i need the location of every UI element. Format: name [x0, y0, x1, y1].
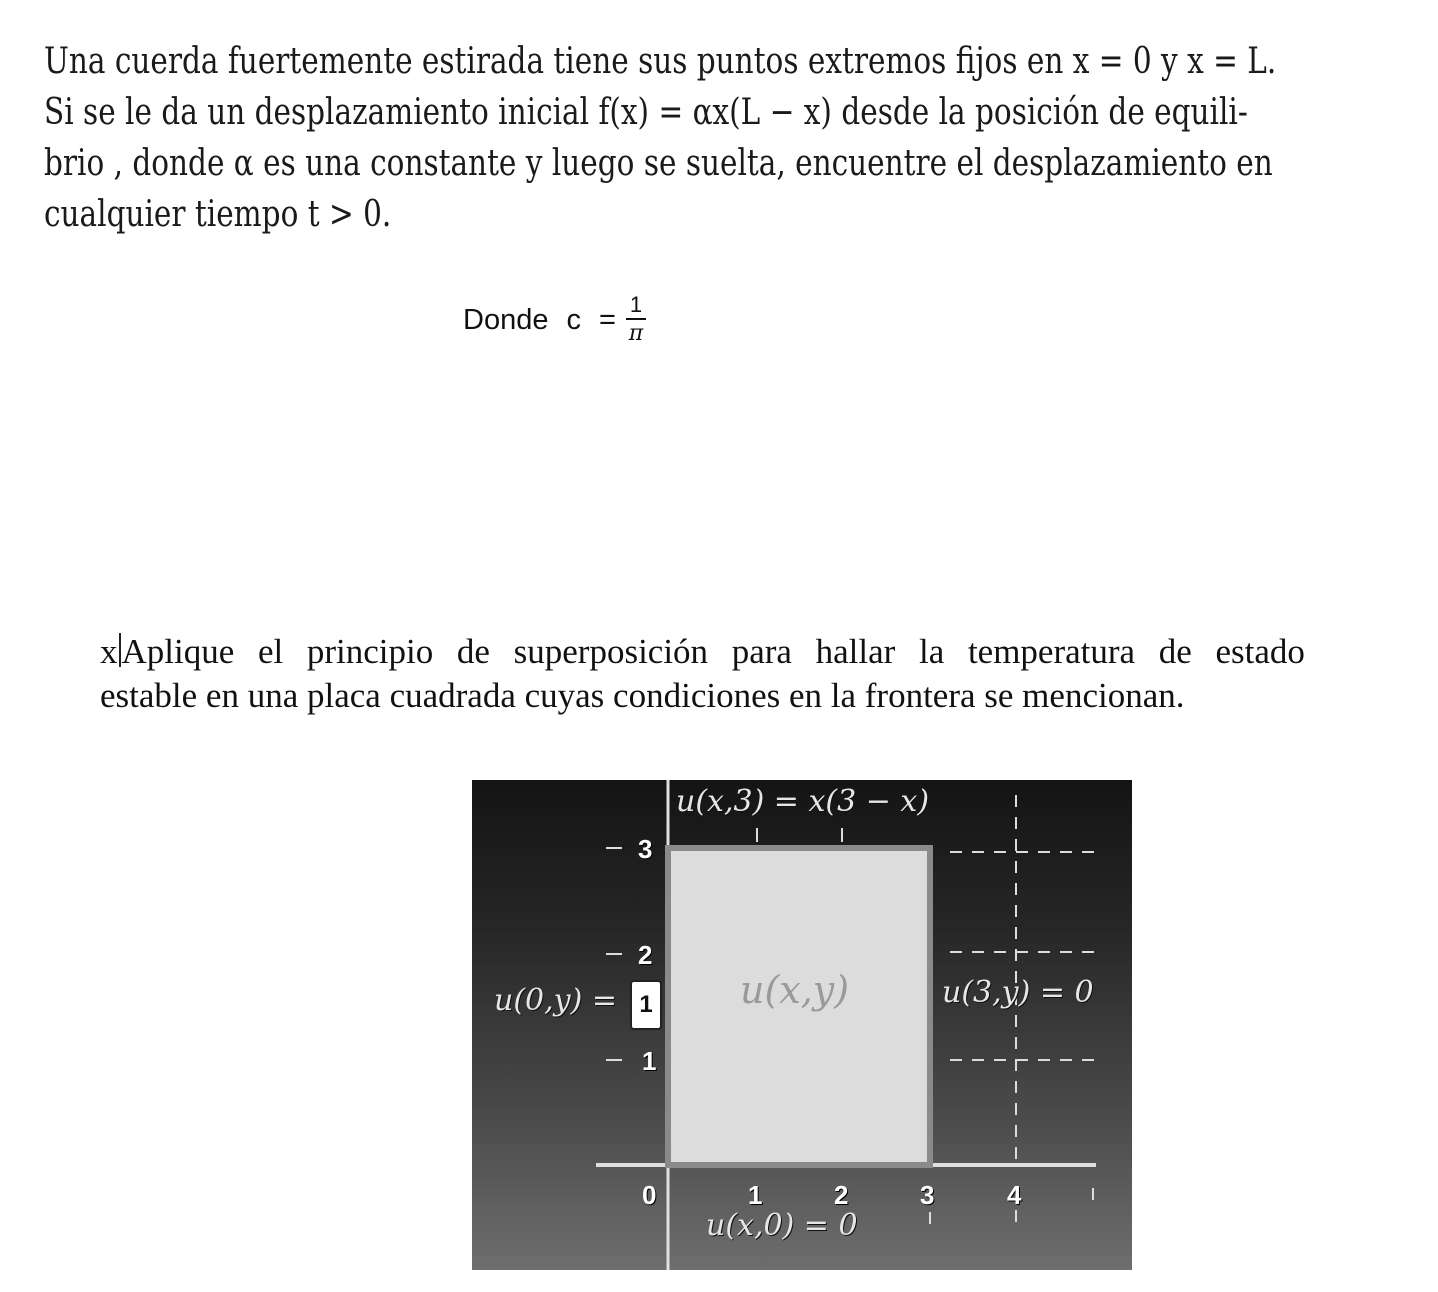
c-variable: c — [566, 303, 581, 336]
stray-x-char: x — [100, 632, 118, 671]
equals-sign: = — [598, 303, 616, 336]
x-tick-2: 2 — [834, 1180, 849, 1210]
word: superposición — [513, 632, 709, 671]
top-boundary-label: u(x,3) = x(3 − x) — [676, 784, 930, 819]
boundary-condition-figure — [472, 780, 1132, 1270]
y-tick-2: 2 — [638, 940, 653, 970]
x-tick-4: 4 — [1007, 1180, 1022, 1210]
left-boundary-label: u(0,y) = — [494, 983, 617, 1018]
word: hallar — [815, 632, 896, 671]
x-tick-1: 1 — [748, 1180, 763, 1210]
text-cursor — [119, 633, 121, 667]
fraction-denominator: π — [628, 321, 644, 346]
problem2-line-2: estable en una placa cuadrada cuyas condiciones en la frontera se mencionan. — [100, 676, 1185, 715]
y-tick-3: 3 — [638, 834, 653, 864]
word: la — [919, 632, 945, 671]
y-tick-1: 1 — [642, 1046, 657, 1076]
word: temperatura — [967, 632, 1136, 671]
word: de — [456, 632, 490, 671]
problem2-line-1 — [100, 630, 1305, 674]
problem2-text — [100, 630, 1305, 718]
problem1-line-1: Una cuerda fuertemente estirada tiene sus puntos extremos fijos en x = 0 y x = L. — [44, 41, 1277, 82]
word: principio — [306, 632, 434, 671]
right-boundary-label: u(3,y) = 0 — [942, 975, 1094, 1010]
donde-label: Donde — [463, 303, 549, 336]
fraction — [626, 292, 646, 348]
x-tick-0: 0 — [642, 1180, 657, 1210]
fraction-numerator: 1 — [626, 292, 646, 320]
problem2-first-word: x Aplique — [100, 632, 235, 671]
problem1-line-2: Si se le da un desplazamiento inicial f(x) = αx(L − x) desde la posición de equili- — [44, 92, 1248, 133]
problem1-text — [44, 36, 1384, 240]
word: estado — [1215, 632, 1305, 671]
word: el — [257, 632, 284, 671]
figure-graphics — [472, 780, 1132, 1270]
left-boundary-value: 1 — [630, 980, 662, 1030]
word: de — [1158, 632, 1192, 671]
constant-c-definition — [463, 292, 646, 348]
problem1-line-4: cualquier tiempo t > 0. — [44, 194, 392, 235]
word: para — [731, 632, 792, 671]
bottom-boundary-label: u(x,0) = 0 — [706, 1208, 858, 1243]
interior-label: u(x,y) — [740, 968, 850, 1012]
x-tick-3: 3 — [920, 1180, 935, 1210]
problem1-line-3: brio , donde α es una constante y luego se suelta, encuentre el desplazamiento en — [44, 143, 1273, 184]
